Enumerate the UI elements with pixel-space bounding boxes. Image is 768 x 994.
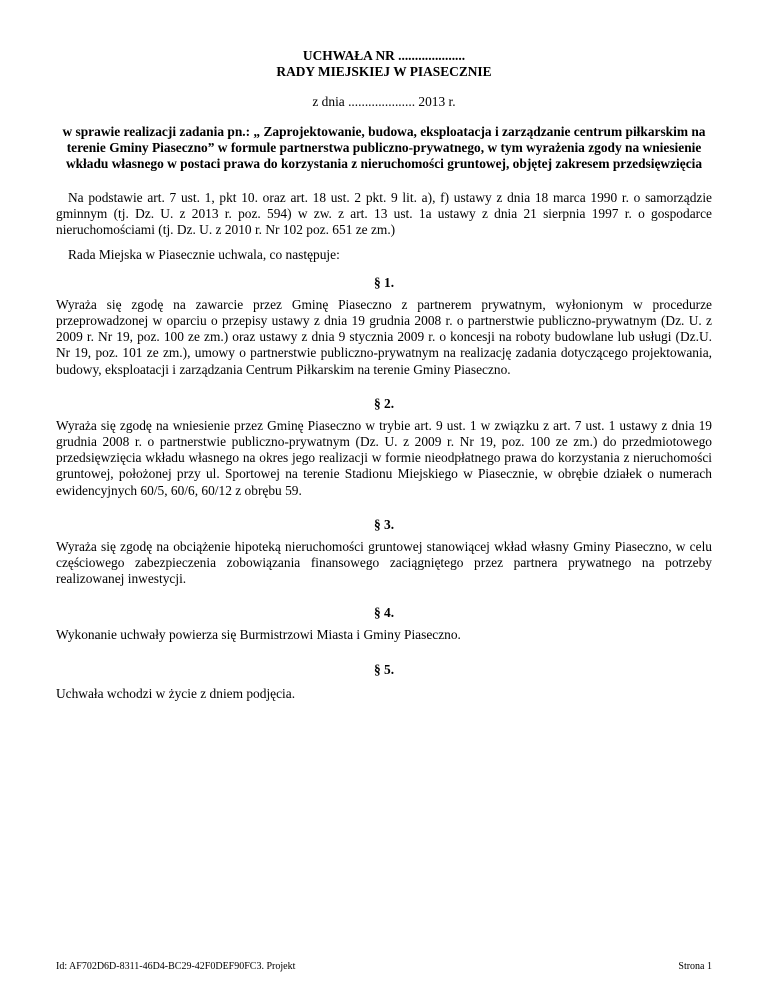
section-5-heading: § 5.	[373, 661, 395, 677]
page-footer	[56, 961, 712, 972]
resolves-line: Rada Miejska w Piasecznie uchwala, co następuje:	[68, 246, 340, 262]
document-page	[56, 32, 712, 702]
section-1-heading: § 1.	[373, 274, 395, 290]
resolution-subject: w sprawie realizacji zadania pn.: „ Zaprojektowanie, budowa, eksploatacja i zarządzanie centrum piłkarskim na terenie Gminy Piaseczno” w formule partnerstwa publiczno-prywatnego, w tym wyrażenia zgody na wniesienie wkładu własnego w postaci prawa do korzystania z nieruchomości gruntowej, objętej zakresem przedsięwzięcia	[62, 124, 706, 171]
council-name: RADY MIEJSKIEJ W PIASECZNIE	[276, 64, 492, 79]
resolution-number: UCHWAŁA NR ....................	[302, 48, 466, 63]
section-1-text: Wyraża się zgodę na zawarcie przez Gminę Piaseczno z partnerem prywatnym, wyłonionym w procedurze przeprowadzonej w oparciu o przepisy ustawy z dnia 19 grudnia 2008 r. o partnerstwie publiczno-prywatnym (Dz. U. z 2009 r. Nr 19, poz. 100 ze zm.) oraz ustawy z dnia 9 stycznia 2009 r. o koncesji na roboty budowlane lub usługi (Dz.U. Nr 19, poz. 101 ze zm.), umowy o partnerstwie publiczno-prywatnym na realizację zadania dotyczącego projektowania, budowy, eksploatacji i zarządzania Centrum Piłkarskim na terenie Gminy Piaseczno.	[56, 296, 712, 377]
section-5-text: Uchwała wchodzi w życie z dniem podjęcia.	[56, 685, 296, 701]
resolution-date: z dnia .................... 2013 r.	[312, 94, 456, 109]
resolution-title	[56, 48, 712, 80]
section-2-heading: § 2.	[373, 395, 395, 411]
section-3-heading: § 3.	[373, 516, 395, 532]
section-2-text: Wyraża się zgodę na wniesienie przez Gminę Piaseczno w trybie art. 9 ust. 1 w związku z art. 7 ust. 1 ustawy z dnia 19 grudnia 2008 r. o partnerstwie publiczno-prywatnym (Dz. U. z 2009 r. Nr 19, poz. 100 ze zm.) do przedmiotowego przedsięwzięcia wkładu własnego na okres jego realizacji w formie nieodpłatnego prawa do korzystania z nieruchomości gruntowej, położonej przy ul. Sportowej na terenie Stadionu Miejskiego w Piasecznie, w obrębie działek o numerach ewidencyjnych 60/5, 60/6, 60/12 z obrębu 59.	[56, 417, 712, 498]
section-4-text: Wykonanie uchwały powierza się Burmistrzowi Miasta i Gminy Piaseczno.	[56, 627, 461, 643]
section-3-text: Wyraża się zgodę na obciążenie hipoteką nieruchomości gruntowej stanowiącej wkład własny Gminy Piaseczno, w celu częściowego zabezpieczenia zobowiązania finansowego zaciągniętego przez partnera prywatnego na potrzeby realizowanej inwestycji.	[56, 538, 712, 587]
page-number: Strona 1	[678, 961, 712, 972]
legal-basis-paragraph: Na podstawie art. 7 ust. 1, pkt 10. oraz art. 18 ust. 2 pkt. 9 lit. a), f) ustawy z dnia 18 marca 1990 r. o samorządzie gminnym (tj. Dz. U. z 2013 r. poz. 594) w zw. z art. 13 ust. 1a ustawy z dnia 21 sierpnia 1997 r. o gospodarce nieruchomościami (tj. Dz. U. z 2010 r. Nr 102 poz. 651 ze zm.)	[56, 190, 712, 238]
section-4-heading: § 4.	[373, 605, 395, 621]
document-id: Id: AF702D6D-8311-46D4-BC29-42F0DEF90FC3. Projekt	[56, 961, 296, 972]
